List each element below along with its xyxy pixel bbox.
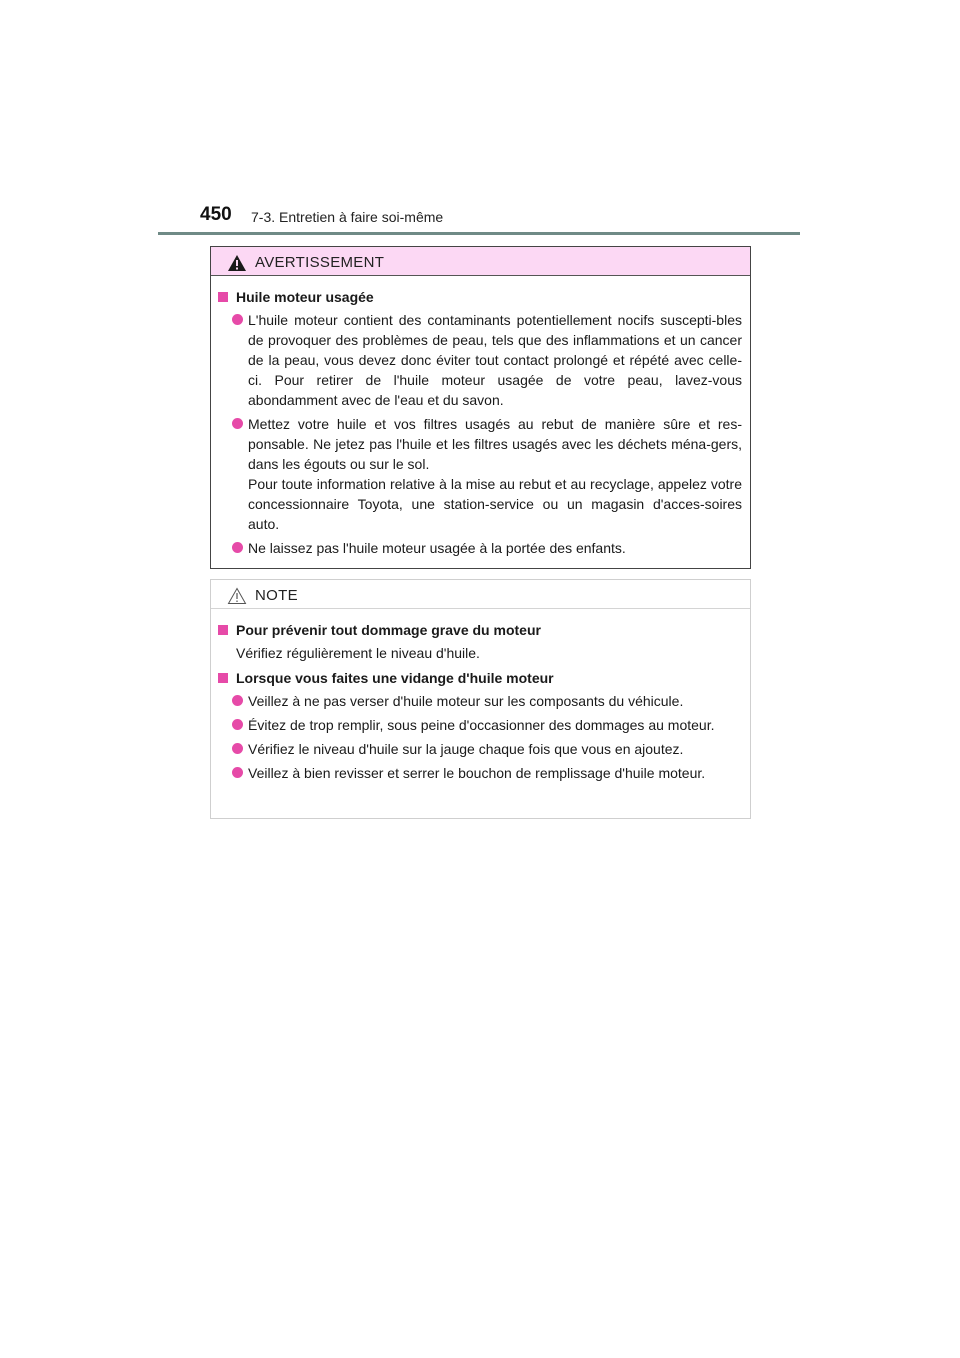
note-body	[211, 609, 750, 783]
note-item	[218, 715, 742, 735]
round-bullet-icon	[232, 314, 243, 325]
square-bullet-icon	[218, 673, 228, 683]
page-number: 450	[200, 204, 232, 225]
warning-title-bar	[211, 247, 750, 276]
square-bullet-icon	[218, 292, 228, 302]
warning-heading	[218, 287, 742, 307]
round-bullet-icon	[232, 695, 243, 706]
note-title: NOTE	[255, 587, 298, 604]
note-item-text: Veillez à ne pas verser d'huile moteur sur les composants du véhicule.	[248, 693, 684, 709]
note-item-text: Vérifiez le niveau d'huile sur la jauge chaque fois que vous en ajoutez.	[248, 741, 684, 757]
note-heading	[218, 668, 742, 688]
note-item	[218, 739, 742, 759]
note-item-text: Veillez à bien revisser et serrer le bouchon de remplissage d'huile moteur.	[248, 765, 706, 781]
round-bullet-icon	[232, 418, 243, 429]
note-item	[218, 691, 742, 711]
round-bullet-icon	[232, 743, 243, 754]
note-title-bar	[211, 580, 750, 609]
round-bullet-icon	[232, 767, 243, 778]
warning-body	[211, 276, 750, 558]
header-rule	[158, 232, 800, 235]
note-heading	[218, 620, 742, 640]
warning-triangle-filled-icon	[227, 254, 247, 272]
warning-heading-text: Huile moteur usagée	[236, 289, 374, 305]
round-bullet-icon	[232, 719, 243, 730]
round-bullet-icon	[232, 542, 243, 553]
warning-item	[218, 310, 742, 410]
warning-item-text: Mettez votre huile et vos filtres usagés au rebut de manière sûre et res-ponsable. Ne jetez pas l'huile et les filtres usagés avec les déchets ména-gers, dans les égouts ou sur le sol.	[248, 416, 742, 472]
warning-item-text: L'huile moteur contient des contaminants potentiellement nocifs suscepti-bles de provoquer des problèmes de peau, tels que des inflammations et un cancer de la peau, vous devez donc éviter tout contact prolongé et répété avec celle-ci. Pour retirer de l'huile moteur usagée de votre peau, lavez-vous abondamment avec de l'eau et du savon.	[248, 312, 742, 408]
square-bullet-icon	[218, 625, 228, 635]
note-item	[218, 763, 742, 783]
warning-item-text: Ne laissez pas l'huile moteur usagée à la portée des enfants.	[248, 540, 626, 556]
note-heading-text: Lorsque vous faites une vidange d'huile moteur	[236, 670, 554, 686]
note-box	[210, 579, 751, 819]
warning-item-continuation: Pour toute information relative à la mise au rebut et au recyclage, appelez votre concessionnaire Toyota, une station-service ou un magasin d'acces-soires auto.	[248, 476, 742, 532]
note-text: Vérifiez régulièrement le niveau d'huile.	[236, 645, 480, 661]
note-item-text: Évitez de trop remplir, sous peine d'occasionner des dommages au moteur.	[248, 717, 715, 733]
section-title: 7-3. Entretien à faire soi-même	[251, 209, 444, 225]
note-heading-text: Pour prévenir tout dommage grave du moteur	[236, 622, 541, 638]
page-header	[158, 200, 800, 236]
warning-item	[218, 538, 742, 558]
warning-item	[218, 414, 742, 534]
warning-triangle-outline-icon	[227, 587, 247, 605]
warning-title: AVERTISSEMENT	[255, 254, 385, 271]
warning-box	[210, 246, 751, 569]
